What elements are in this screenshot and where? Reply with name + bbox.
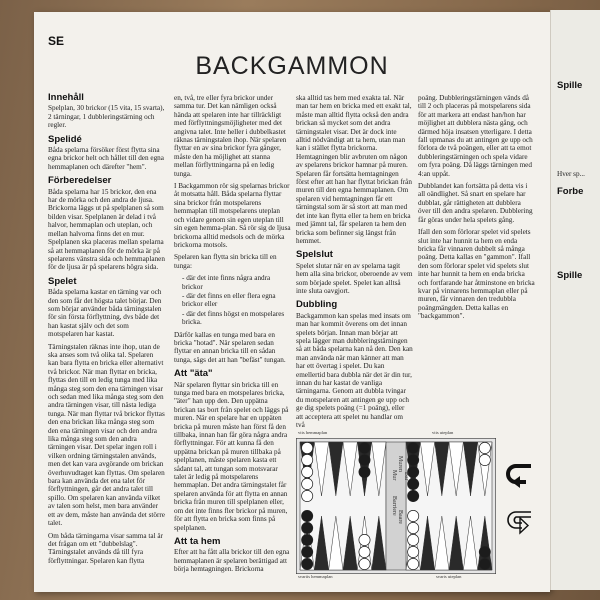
paragraph-c4-1: poäng. Dubbleringstärningen vänds då till 2 och placeras på motspelarens sida för att markera att endast han/hon har möjlighet att dubblera nästa gång, och därmed höja insatsen ytterligare. I detta fall upmanas du att antingen ge upp och förlora de två poängen, eller att ta emot dubbleringstärningen och spela vidare om fyra poäng. Då läggs tärningen med 4:an uppåt. (418, 94, 533, 178)
dark-checker (359, 442, 370, 453)
paragraph-c3-1: ska alltid tas hem med exakta tal. När man tar hem en bricka med ett exakt tal, måste man alltid flytta också den andra brickan så mycket som det andra tärningstalet visar. Det är dock inte alltid nödvändigt att ta hem, utan man kan i stället flytta brickorna. Hemtagningen blir avbruten om någon av spelarens brickor hamnar på muren. Spelaren får fortsätta hemtagningen först efter att han har flyttat brickan från muren till den egna hemmaplanen. Om spelaren vid hemtagningen får ett tärningstal som är så stort att man med det inte kan flytta eller ta hem en bricka med jämnt tal, får spelaren ta hem den bricka som befinner sig längst från hemmet. (296, 94, 412, 245)
next-text-1: Hver sp... (557, 170, 585, 178)
next-heading-2: Forbe (557, 186, 584, 197)
list-item: - där det finns högst en motspelares bricka. (182, 310, 291, 327)
paragraph-c3-3: Backgammon kan spelas med insats om man har kommit överens om det innan spelets början. Innan man börjar att spela lägger man dubbleringstärningen så att båda spelarna kan nå den. Den kan man använda när man känner att man har ett övertag i spelet. Du kan emellertid bara dubbla när det är din tur, innan du har kastat de vanliga tärningarna. Genom att dubbla tvingar du motspelaren att antingen ge upp och ge dig spelets poäng (=1 poäng), eller att acceptera att spelet nu handlar om två (296, 311, 413, 430)
bar-label-4: Barriere (391, 496, 397, 516)
light-checker (479, 442, 490, 453)
light-checker (408, 534, 419, 545)
light-checker (359, 534, 370, 545)
arrow-left-icon (504, 460, 534, 490)
light-checker (408, 522, 419, 533)
column-1 (48, 94, 165, 569)
label-white-outer: vits uteplan (432, 430, 454, 435)
dark-checker (302, 534, 313, 545)
paragraph-c4-3: Ifall den som förlorar spelet vid spelets slut inte har hunnit ta hem en enda bricka får vinnaren dubbelt så många poäng. Detta kallas en "gammon". Ifall den som förlorar spelet vid spelets slut inte har hunnit ta hem en enda bricka och fortfarande har åtminstone en bricka kvar på vinnarens hemmaplan eller på muren, får vinnaren den tredubbla poängmängden. Detta kallas en "backgammon". (418, 228, 535, 321)
bar-label-5: Baare (397, 510, 403, 524)
light-checker (359, 546, 370, 557)
dark-checker (479, 558, 490, 569)
light-checker (302, 478, 313, 489)
arrow-right-outline-icon (504, 506, 534, 536)
light-checker (359, 558, 370, 569)
light-checker (479, 454, 490, 465)
label-black-home: svartis hemmaplan (298, 574, 333, 579)
light-checker (408, 558, 419, 569)
paragraph-c2-6: Efter att ha fått alla brickor till den egna hemmaplanen är spelaren berättigad att börja hemtagningen. Brickorna (174, 548, 290, 574)
light-checker (302, 442, 313, 453)
light-checker (408, 510, 419, 521)
heading-doubling: Dubbling (296, 299, 338, 311)
light-checker (302, 466, 313, 477)
list-item: - där det inte finns några andra brickor (182, 274, 291, 291)
list-item: - där det finns en eller flera egna brickor eller (182, 292, 291, 309)
heading-bear-off: Att ta hem (174, 535, 221, 547)
heading-contents: Innehåll (48, 92, 84, 103)
next-page-edge (550, 10, 600, 590)
label-black-outer: svarts uteplan (436, 574, 462, 579)
paragraph-play-1: Båda spelarna kastar en tärning var och den som får det högsta talet börjar. Den som börjar använder båda tärningstalen för sin första förflyttning, dvs både det han kastat själv och det som motspelaren har kastat. (48, 288, 162, 339)
light-checker (302, 454, 313, 465)
heading-goal: Spelidé (48, 133, 82, 145)
paragraph-play-2: Tärningstalen räknas inte ihop, utan de ska anses som två olika tal. Spelaren kan bara flytta en bricka eller alternativt två brickor. När man flyttar en bricka, flyttas den till en ledig tunga med lika många steg som den ena tärningen visar och sedan med lika många steg som den andra tärningen visar, till nästa lediga tunga. När man flyttar två brickor flyttas den ena brickan lika många steg som den ena tärningen visar och den andra lika många steg som den andra tärningen visar. Det spelar ingen roll i vilken ordning tärningstalen används, men det kan vara avgörande om brickan överhuvudtaget kan flyttas. Om spelaren bara kan använda det ena talet för förflyttningen, går det andra talet till spillo. Om spelaren kan använda vilket av talen som helst, men bara använder ett av dem, måste han använda det större talet. (48, 342, 165, 528)
dark-checker (359, 466, 370, 477)
dark-checker (408, 454, 419, 465)
dark-checker (479, 546, 490, 557)
heading-play: Spelet (48, 275, 77, 287)
paragraph-play-3: Om båda tärningarna visar samma tal är det frågan om ett "dubbelslag". Tärningstalet används då till fyra förflyttningar. Spelaren kan flytta (48, 531, 163, 565)
next-heading-3: Spille (557, 270, 583, 281)
board-diagram (296, 430, 496, 580)
paragraph-c2-1: en, två, tre eller fyra brickor under samma tur. Det kan nämligen också hända att spelaren inte har tillräckligt med förflyttningsmöjligheter med det angivna talet. Inte heller i dubbelkastet räknas tärningstalen ihop. När spelaren flyttar en av sina brickor fyra gånger, måste den ha möjlighet att stanna mellan förflyttningarna på en ledig tunga. (174, 94, 287, 178)
language-code: SE (48, 34, 65, 48)
paragraph-c2-2: I Backgammon rör sig spelarnas brickor åt motsatta håll. Båda spelarna flyttar sina brickor från motspelarens hemmaplan till motspelarens uteplan och vidare genom sin egen uteplan till sin egen hemma-plan. Så rör sig de ljusa brickorna alltid medsols och de mörka brickorna motsols. (174, 182, 291, 249)
dark-checker (359, 454, 370, 465)
bar-label-1: Mur (391, 470, 397, 481)
light-checker (302, 490, 313, 501)
dark-checker (302, 558, 313, 569)
rulebook-page (34, 12, 550, 592)
column-2 (174, 94, 291, 578)
dark-checker (302, 510, 313, 521)
next-heading-1: Spille (557, 80, 583, 91)
page-title: BACKGAMMON (195, 52, 389, 80)
paragraph-goal: Båda spelarna försöker först flytta sina egna brickor helt och hållet till den egna hemmaplanen och därefter "hem". (48, 146, 164, 171)
dark-checker (408, 478, 419, 489)
paragraph-c3-2: Spelet slutar när en av spelarna tagit hem alla sina brickor, oberoende av vem som började spelet. Spelet kan alltså inte sluta oavgjort. (296, 261, 413, 295)
paragraph-c2-3: Spelaren kan flytta sin bricka till en tunga: (174, 253, 277, 270)
column-4 (418, 94, 535, 325)
bar-label-3: Bar (403, 472, 409, 481)
heading-game-end: Spelslut (296, 249, 333, 261)
paragraph-c4-2: Dubblandet kan fortsätta på detta vis i all oändlighet. Så snart en spelare har dubblat, går rättigheten att dubblera över till den andra spelaren. Dubblering får göras under hela spelets gång. (418, 182, 533, 224)
paragraph-preparation: Båda spelarna har 15 brickor, den ena har de mörka och den andra de ljusa. Brickorna läggs ut på spelplanen så som bilden visar. Spelplanen är delad i två halvor, hemmaplan och uteplan, och mellan halvorna finns det en mur. Spelplanen ska placeras mellan spelarna så att hemmaplanen för de mörka är på spelarens vänstra sida och hemmaplanen för de ljusa är på spelarens högra sida. (48, 187, 165, 272)
paragraph-c2-4: Därför kallas en tunga med bara en bricka "hotad". När spelaren sedan flyttar en annan bricka till en sådan tunga, sägs det att han "befäst" tungan. (174, 330, 286, 364)
dark-checker (302, 546, 313, 557)
paragraph-contents: Spelplan, 30 brickor (15 vita, 15 svarta), 2 tärningar, 1 dubbleringstärning och regler. (48, 104, 165, 130)
dark-checker (408, 466, 419, 477)
move-list (174, 274, 291, 326)
heading-eat: Att "äta" (174, 368, 213, 380)
light-checker (408, 546, 419, 557)
dark-checker (408, 490, 419, 501)
heading-preparation: Förberedelser (48, 175, 112, 187)
dark-checker (408, 442, 419, 453)
column-3 (296, 94, 413, 433)
bar-label-2: Muren (397, 456, 403, 472)
paragraph-c2-5: När spelaren flyttar sin bricka till en tunga med bara en motspelares bricka, "äter" han upp den. Den uppätna brickan tas bort från spelet och läggs på muren. När en spelare har en uppäten bricka på muren måste han först få den tillbaka, innan han får göra några andra förflyttningar. För att kunna få den uppätna brickan på muren tillbaka på spelplanen, måste spelaren kasta ett sådant tal, att tungan som motsvarar talet är ledig på motspelarens hemmaplan. Det andra tärningstalet får spelaren använda för att flytta en annan bricka från muren till spelplanen eller, om det inte finns fler brickor på muren, för att flytta en bricka som finns på spelplanen. (174, 380, 289, 532)
label-white-home: vits hemmaplan (298, 430, 328, 435)
dark-checker (302, 522, 313, 533)
